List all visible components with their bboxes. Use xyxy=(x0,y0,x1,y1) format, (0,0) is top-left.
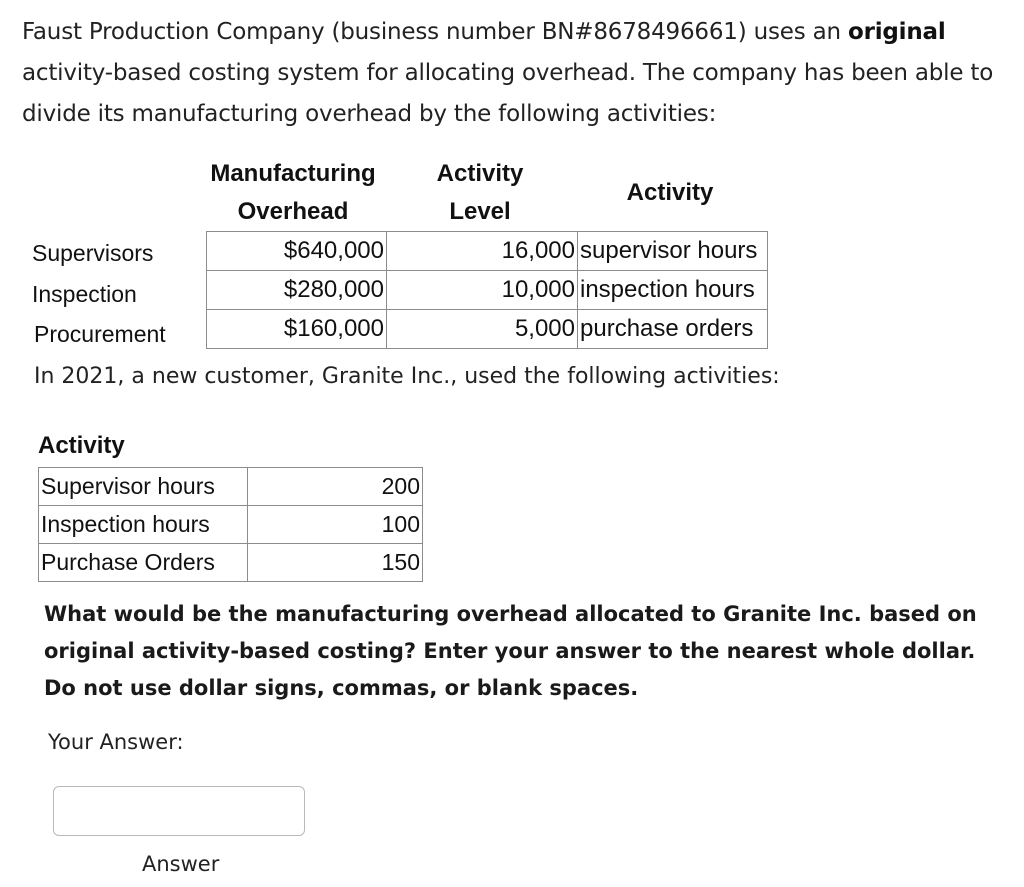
table-row xyxy=(39,544,423,582)
usage-activity-cell: Purchase Orders xyxy=(39,544,248,582)
customer-intro-text: In 2021, a new customer, Granite Inc., used the following activities: xyxy=(34,364,780,389)
usage-quantity-cell: 200 xyxy=(248,468,423,506)
header-overhead-line2: Overhead xyxy=(237,198,349,225)
row-label-inspection: Inspection xyxy=(32,281,137,307)
intro-text-1: Faust Production Company (business number BN#8678496661) uses an xyxy=(22,19,848,45)
header-manufacturing-overhead xyxy=(200,155,386,231)
table-row xyxy=(39,506,423,544)
usage-table xyxy=(38,467,423,582)
header-level-line1: Activity xyxy=(436,160,524,187)
activity-level-cell: 5,000 xyxy=(387,310,578,349)
question-text: What would be the manufacturing overhead allocated to Granite Inc. based on original activity-based costing? Enter your answer to the nearest whole dollar. Do not use dollar signs, commas, or blank spaces. xyxy=(44,602,977,700)
table-row xyxy=(207,310,768,349)
activity-level-cell: 10,000 xyxy=(387,271,578,310)
usage-quantity-cell: 150 xyxy=(248,544,423,582)
usage-quantity-cell: 100 xyxy=(248,506,423,544)
answer-button[interactable]: Answer xyxy=(142,852,220,876)
usage-activity-cell: Supervisor hours xyxy=(39,468,248,506)
intro-bold-word: original xyxy=(847,19,946,45)
row-label-supervisors: Supervisors xyxy=(32,240,154,266)
table-row xyxy=(39,468,423,506)
row-label-procurement: Procurement xyxy=(34,321,166,347)
header-activity-level xyxy=(410,155,550,231)
activity-cell: purchase orders xyxy=(578,310,768,349)
activity-cell: supervisor hours xyxy=(578,232,768,271)
overhead-cell: $280,000 xyxy=(207,271,387,310)
activity-level-cell: 16,000 xyxy=(387,232,578,271)
usage-activity-cell: Inspection hours xyxy=(39,506,248,544)
table-row xyxy=(207,271,768,310)
overhead-cell: $640,000 xyxy=(207,232,387,271)
answer-input[interactable] xyxy=(53,786,305,836)
activity-cell: inspection hours xyxy=(578,271,768,310)
your-answer-label: Your Answer: xyxy=(48,730,184,754)
overhead-cell: $160,000 xyxy=(207,310,387,349)
header-level-line2: Level xyxy=(449,198,511,225)
header-activity: Activity xyxy=(626,179,714,206)
intro-text-2: activity-based costing system for allocating overhead. The company has been able to divide its manufacturing overhead by the following activities: xyxy=(22,60,994,127)
header-overhead-line1: Manufacturing xyxy=(210,160,376,187)
table-row xyxy=(207,232,768,271)
overhead-table xyxy=(206,231,768,349)
problem-intro xyxy=(22,12,1012,135)
usage-table-title: Activity xyxy=(38,432,125,459)
